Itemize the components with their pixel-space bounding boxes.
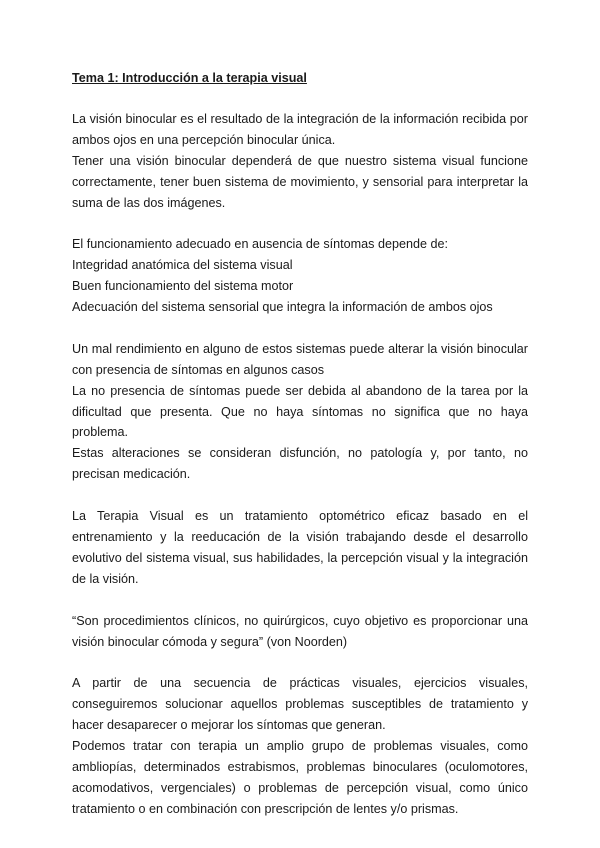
section-dysfunction [72,339,528,485]
paragraph: A partir de una secuencia de prácticas visuales, ejercicios visuales, conseguiremos solucionar aquellos problemas susceptibles de tratamiento y hacer desaparecer o mejorar los síntomas que generan. [72,676,528,733]
paragraph-spacer [72,318,528,339]
quote-paragraph: “Son procedimientos clínicos, no quirúrgicos, cuyo objetivo es proporcionar una visión binocular cómoda y segura” (von Noorden) [72,613,528,649]
paragraph: Podemos tratar con terapia un amplio grupo de problemas visuales, como ambliopías, determinados estrabismos, problemas binoculares (oculomotores, acomodativos, vergenciales) o problemas de percepción visual, como único tratamiento o en combinación con prescripción de lentes y/o prismas. [72,739,528,816]
paragraph-spacer [72,652,528,673]
list-item: Adecuación del sistema sensorial que integra la información de ambos ojos [72,300,493,315]
paragraph-spacer [72,485,528,506]
section-quote [72,611,528,653]
paragraph: La Terapia Visual es un tratamiento optométrico eficaz basado en el entrenamiento y la reeducación de la visión trabajando desde el desarrollo evolutivo del sistema visual, sus habilidades, la percepción visual y la integración de la visión. [72,509,528,586]
paragraph-spacer [72,590,528,611]
paragraph: La visión binocular es el resultado de la integración de la información recibida por ambos ojos en una percepción binocular única. [72,111,528,147]
section-treatment [72,673,528,819]
document-title: Tema 1: Introducción a la terapia visual [72,71,307,85]
paragraph: Un mal rendimiento en alguno de estos sistemas puede alterar la visión binocular con presencia de síntomas en algunos casos [72,341,528,377]
section-definition [72,506,528,590]
list-item: Buen funcionamiento del sistema motor [72,279,294,294]
paragraph: Tener una visión binocular dependerá de que nuestro sistema visual funcione correctamente, tener buen sistema de movimiento, y sensorial para interpretar la suma de las dos imágenes. [72,153,528,210]
paragraph: La no presencia de síntomas puede ser debida al abandono de la tarea por la dificultad que presenta. Que no haya síntomas no significa que no haya problema. [72,383,528,440]
paragraph: Estas alteraciones se consideran disfunción, no patología y, por tanto, no precisan medicación. [72,446,528,482]
paragraph: El funcionamiento adecuado en ausencia de síntomas depende de: [72,237,448,252]
section-binocular-vision [72,109,528,214]
list-item: Integridad anatómica del sistema visual [72,258,293,273]
paragraph-spacer [72,213,528,234]
section-requirements [72,234,528,318]
